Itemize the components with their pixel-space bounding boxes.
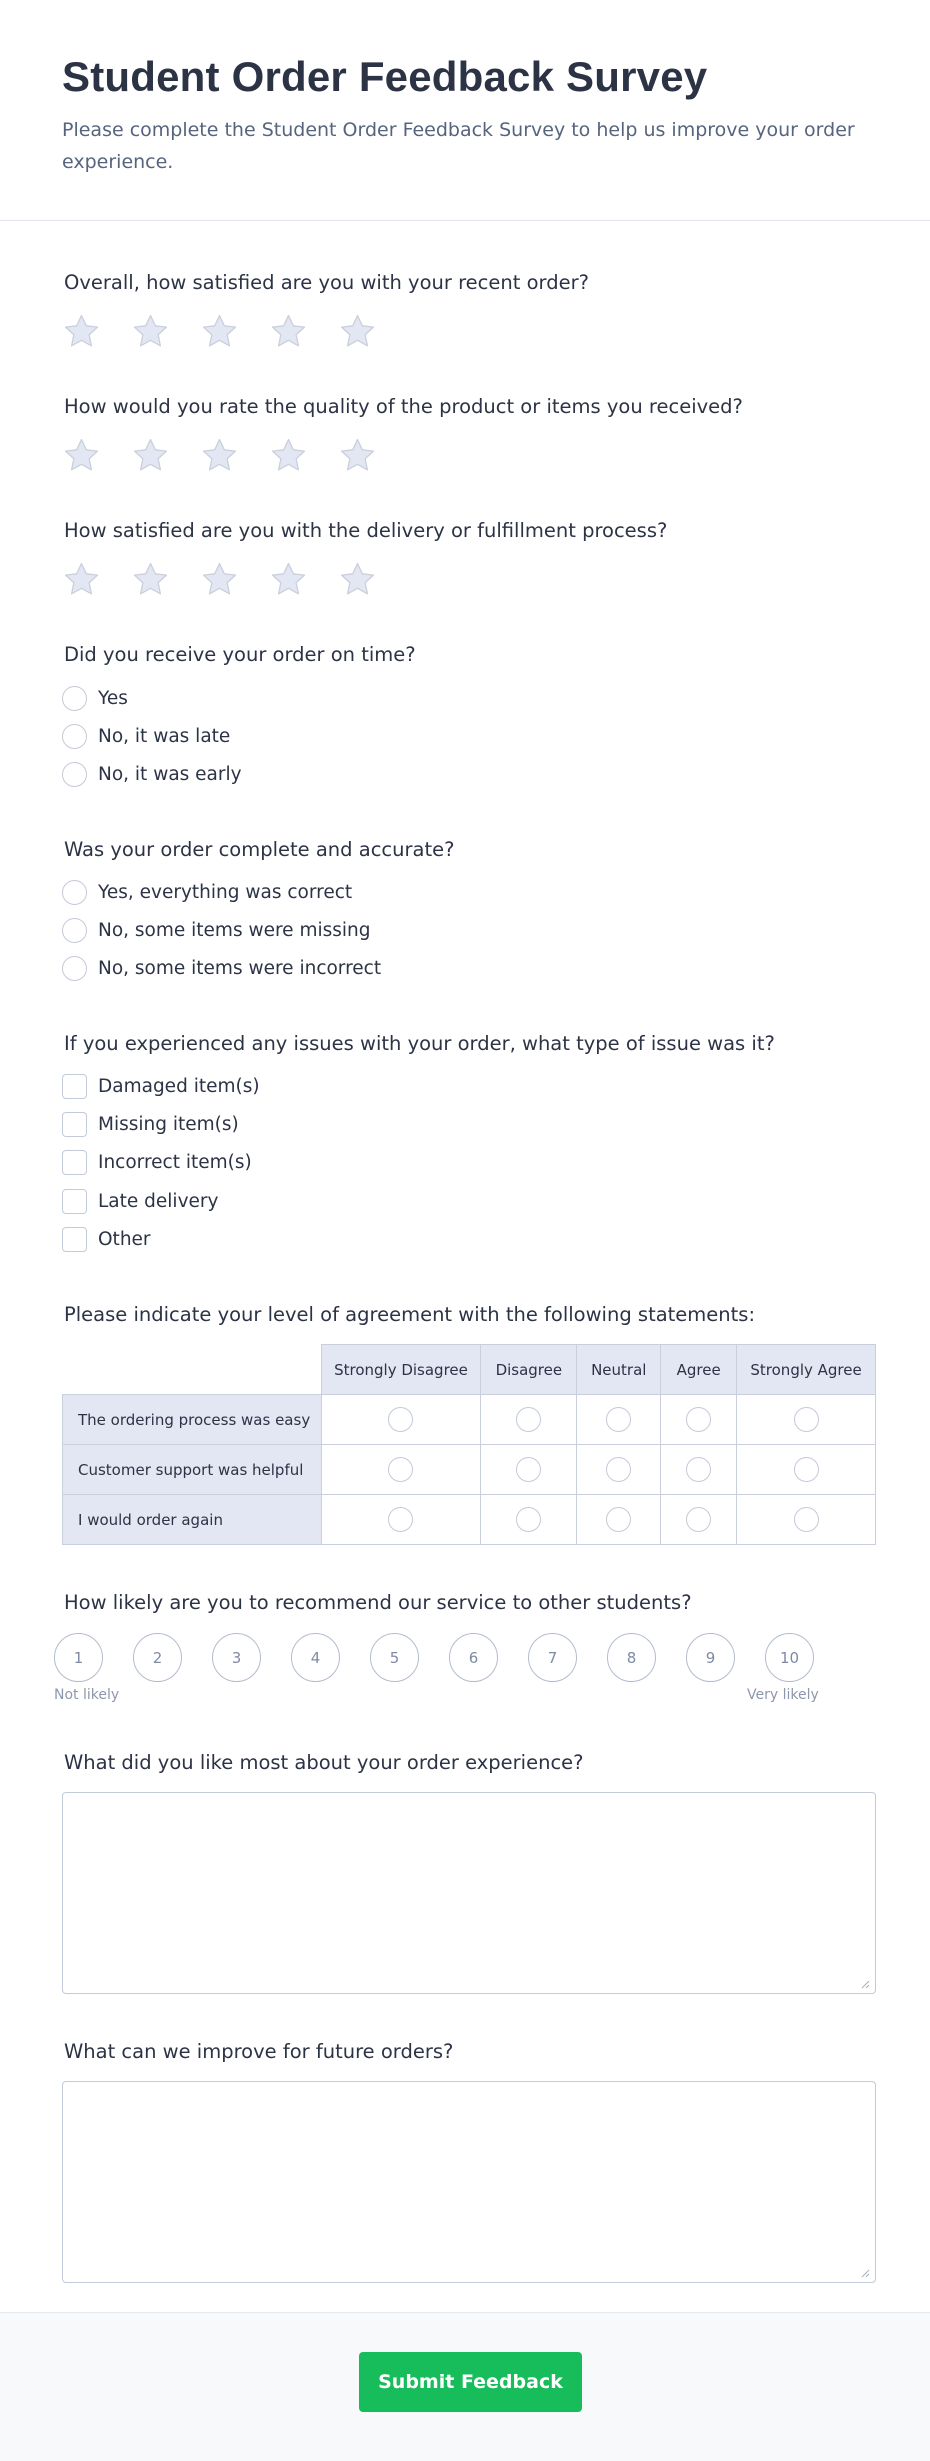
- star-icon[interactable]: [269, 560, 308, 599]
- matrix-cell: [577, 1495, 661, 1545]
- checkbox-option[interactable]: [62, 1071, 260, 1101]
- question-overall-satisfaction: Overall, how satisfied are you with your recent order?: [64, 271, 589, 294]
- scale-option-10[interactable]: 10: [765, 1633, 814, 1682]
- radio-button[interactable]: [62, 686, 87, 711]
- checkbox-option[interactable]: [62, 1186, 218, 1216]
- scale-option-9[interactable]: 9: [686, 1633, 735, 1682]
- submit-button[interactable]: Submit Feedback: [359, 2352, 582, 2412]
- matrix-row: [63, 1395, 876, 1445]
- checkbox[interactable]: [62, 1227, 87, 1252]
- agreement-matrix: [62, 1344, 876, 1545]
- matrix-corner: [63, 1345, 322, 1395]
- scale-option-1[interactable]: 1: [54, 1633, 103, 1682]
- checkbox-label: Damaged item(s): [98, 1075, 260, 1097]
- scale-option-7[interactable]: 7: [528, 1633, 577, 1682]
- star-icon[interactable]: [62, 560, 101, 599]
- scale-high-label: Very likely: [747, 1687, 819, 1703]
- matrix-radio[interactable]: [606, 1457, 631, 1482]
- matrix-row-label: I would order again: [63, 1495, 322, 1545]
- question-recommend: How likely are you to recommend our service to other students?: [64, 1591, 692, 1614]
- matrix-radio[interactable]: [686, 1507, 711, 1532]
- matrix-cell: [577, 1395, 661, 1445]
- checkbox[interactable]: [62, 1189, 87, 1214]
- radio-option[interactable]: [62, 915, 371, 945]
- radio-label: No, it was late: [98, 725, 231, 747]
- star-icon[interactable]: [131, 560, 170, 599]
- matrix-cell: [481, 1445, 577, 1495]
- star-icon[interactable]: [338, 312, 377, 351]
- matrix-cell: [321, 1395, 481, 1445]
- matrix-column-header: Agree: [661, 1345, 737, 1395]
- star-rating-delivery: [62, 560, 377, 599]
- matrix-row-label: The ordering process was easy: [63, 1395, 322, 1445]
- star-icon[interactable]: [338, 560, 377, 599]
- matrix-cell: [481, 1495, 577, 1545]
- question-product-quality: How would you rate the quality of the product or items you received?: [64, 395, 743, 418]
- liked-most-textarea[interactable]: [62, 1792, 876, 1994]
- matrix-radio[interactable]: [686, 1407, 711, 1432]
- matrix-radio[interactable]: [794, 1457, 819, 1482]
- star-icon[interactable]: [62, 312, 101, 351]
- question-on-time: Did you receive your order on time?: [64, 643, 416, 666]
- scale-option-8[interactable]: 8: [607, 1633, 656, 1682]
- checkbox-option[interactable]: [62, 1147, 252, 1177]
- radio-option[interactable]: [62, 683, 128, 713]
- matrix-radio[interactable]: [516, 1507, 541, 1532]
- matrix-radio[interactable]: [516, 1457, 541, 1482]
- form-header: [0, 0, 930, 221]
- question-complete-accurate: Was your order complete and accurate?: [64, 838, 455, 861]
- checkbox[interactable]: [62, 1112, 87, 1137]
- matrix-cell: [577, 1445, 661, 1495]
- scale-option-3[interactable]: 3: [212, 1633, 261, 1682]
- star-icon[interactable]: [200, 560, 239, 599]
- scale-option-2[interactable]: 2: [133, 1633, 182, 1682]
- matrix-cell: [737, 1395, 876, 1445]
- matrix-row: [63, 1495, 876, 1545]
- radio-button[interactable]: [62, 880, 87, 905]
- matrix-radio[interactable]: [516, 1407, 541, 1432]
- radio-label: No, some items were missing: [98, 919, 371, 941]
- form-description: Please complete the Student Order Feedback Survey to help us improve your order experience.: [62, 119, 855, 173]
- matrix-radio[interactable]: [794, 1407, 819, 1432]
- resize-grip-icon[interactable]: [860, 1979, 870, 1989]
- matrix-column-header: Strongly Disagree: [321, 1345, 481, 1395]
- radio-label: No, some items were incorrect: [98, 957, 382, 979]
- matrix-cell: [661, 1495, 737, 1545]
- matrix-radio[interactable]: [388, 1407, 413, 1432]
- form-title: Student Order Feedback Survey: [62, 53, 708, 100]
- star-icon[interactable]: [338, 436, 377, 475]
- matrix-row: [63, 1445, 876, 1495]
- radio-button[interactable]: [62, 724, 87, 749]
- star-icon[interactable]: [131, 312, 170, 351]
- star-icon[interactable]: [269, 436, 308, 475]
- matrix-radio[interactable]: [606, 1407, 631, 1432]
- checkbox-label: Missing item(s): [98, 1113, 239, 1135]
- radio-label: Yes, everything was correct: [98, 881, 353, 903]
- radio-button[interactable]: [62, 956, 87, 981]
- checkbox-label: Incorrect item(s): [98, 1151, 252, 1173]
- checkbox-option[interactable]: [62, 1224, 151, 1254]
- checkbox-option[interactable]: [62, 1109, 239, 1139]
- star-icon[interactable]: [200, 312, 239, 351]
- question-agreement-matrix: Please indicate your level of agreement with the following statements:: [64, 1303, 756, 1326]
- question-liked-most: What did you like most about your order experience?: [64, 1751, 584, 1774]
- question-delivery-satisfaction: How satisfied are you with the delivery or fulfillment process?: [64, 519, 668, 542]
- radio-label: No, it was early: [98, 763, 242, 785]
- matrix-column-header: Disagree: [481, 1345, 577, 1395]
- radio-button[interactable]: [62, 762, 87, 787]
- scale-option-6[interactable]: 6: [449, 1633, 498, 1682]
- matrix-cell: [321, 1495, 481, 1545]
- checkbox-label: Other: [98, 1228, 151, 1250]
- matrix-cell: [661, 1395, 737, 1445]
- checkbox[interactable]: [62, 1150, 87, 1175]
- matrix-radio[interactable]: [388, 1507, 413, 1532]
- star-icon[interactable]: [62, 436, 101, 475]
- star-icon[interactable]: [269, 312, 308, 351]
- star-icon[interactable]: [131, 436, 170, 475]
- radio-button[interactable]: [62, 918, 87, 943]
- scale-low-label: Not likely: [54, 1687, 120, 1703]
- matrix-radio[interactable]: [606, 1507, 631, 1532]
- star-rating-quality: [62, 436, 377, 475]
- resize-grip-icon[interactable]: [860, 2268, 870, 2278]
- star-rating-overall: [62, 312, 377, 351]
- scale-option-4[interactable]: 4: [291, 1633, 340, 1682]
- radio-label: Yes: [98, 687, 128, 709]
- checkbox[interactable]: [62, 1074, 87, 1099]
- radio-option[interactable]: [62, 953, 381, 983]
- radio-option[interactable]: [62, 877, 352, 907]
- matrix-cell: [661, 1445, 737, 1495]
- recommend-scale: [54, 1633, 814, 1682]
- checkbox-label: Late delivery: [98, 1190, 219, 1212]
- matrix-row-label: Customer support was helpful: [63, 1445, 322, 1495]
- question-improve: What can we improve for future orders?: [64, 2040, 454, 2063]
- matrix-radio[interactable]: [794, 1507, 819, 1532]
- matrix-column-header: Strongly Agree: [737, 1345, 876, 1395]
- question-issue-type: If you experienced any issues with your order, what type of issue was it?: [64, 1032, 775, 1055]
- matrix-cell: [737, 1445, 876, 1495]
- matrix-cell: [321, 1445, 481, 1495]
- radio-option[interactable]: [62, 721, 230, 751]
- improve-textarea[interactable]: [62, 2081, 876, 2283]
- radio-option[interactable]: [62, 759, 242, 789]
- matrix-cell: [737, 1495, 876, 1545]
- matrix-column-header: Neutral: [577, 1345, 661, 1395]
- scale-option-5[interactable]: 5: [370, 1633, 419, 1682]
- matrix-radio[interactable]: [686, 1457, 711, 1482]
- matrix-cell: [481, 1395, 577, 1445]
- star-icon[interactable]: [200, 436, 239, 475]
- matrix-radio[interactable]: [388, 1457, 413, 1482]
